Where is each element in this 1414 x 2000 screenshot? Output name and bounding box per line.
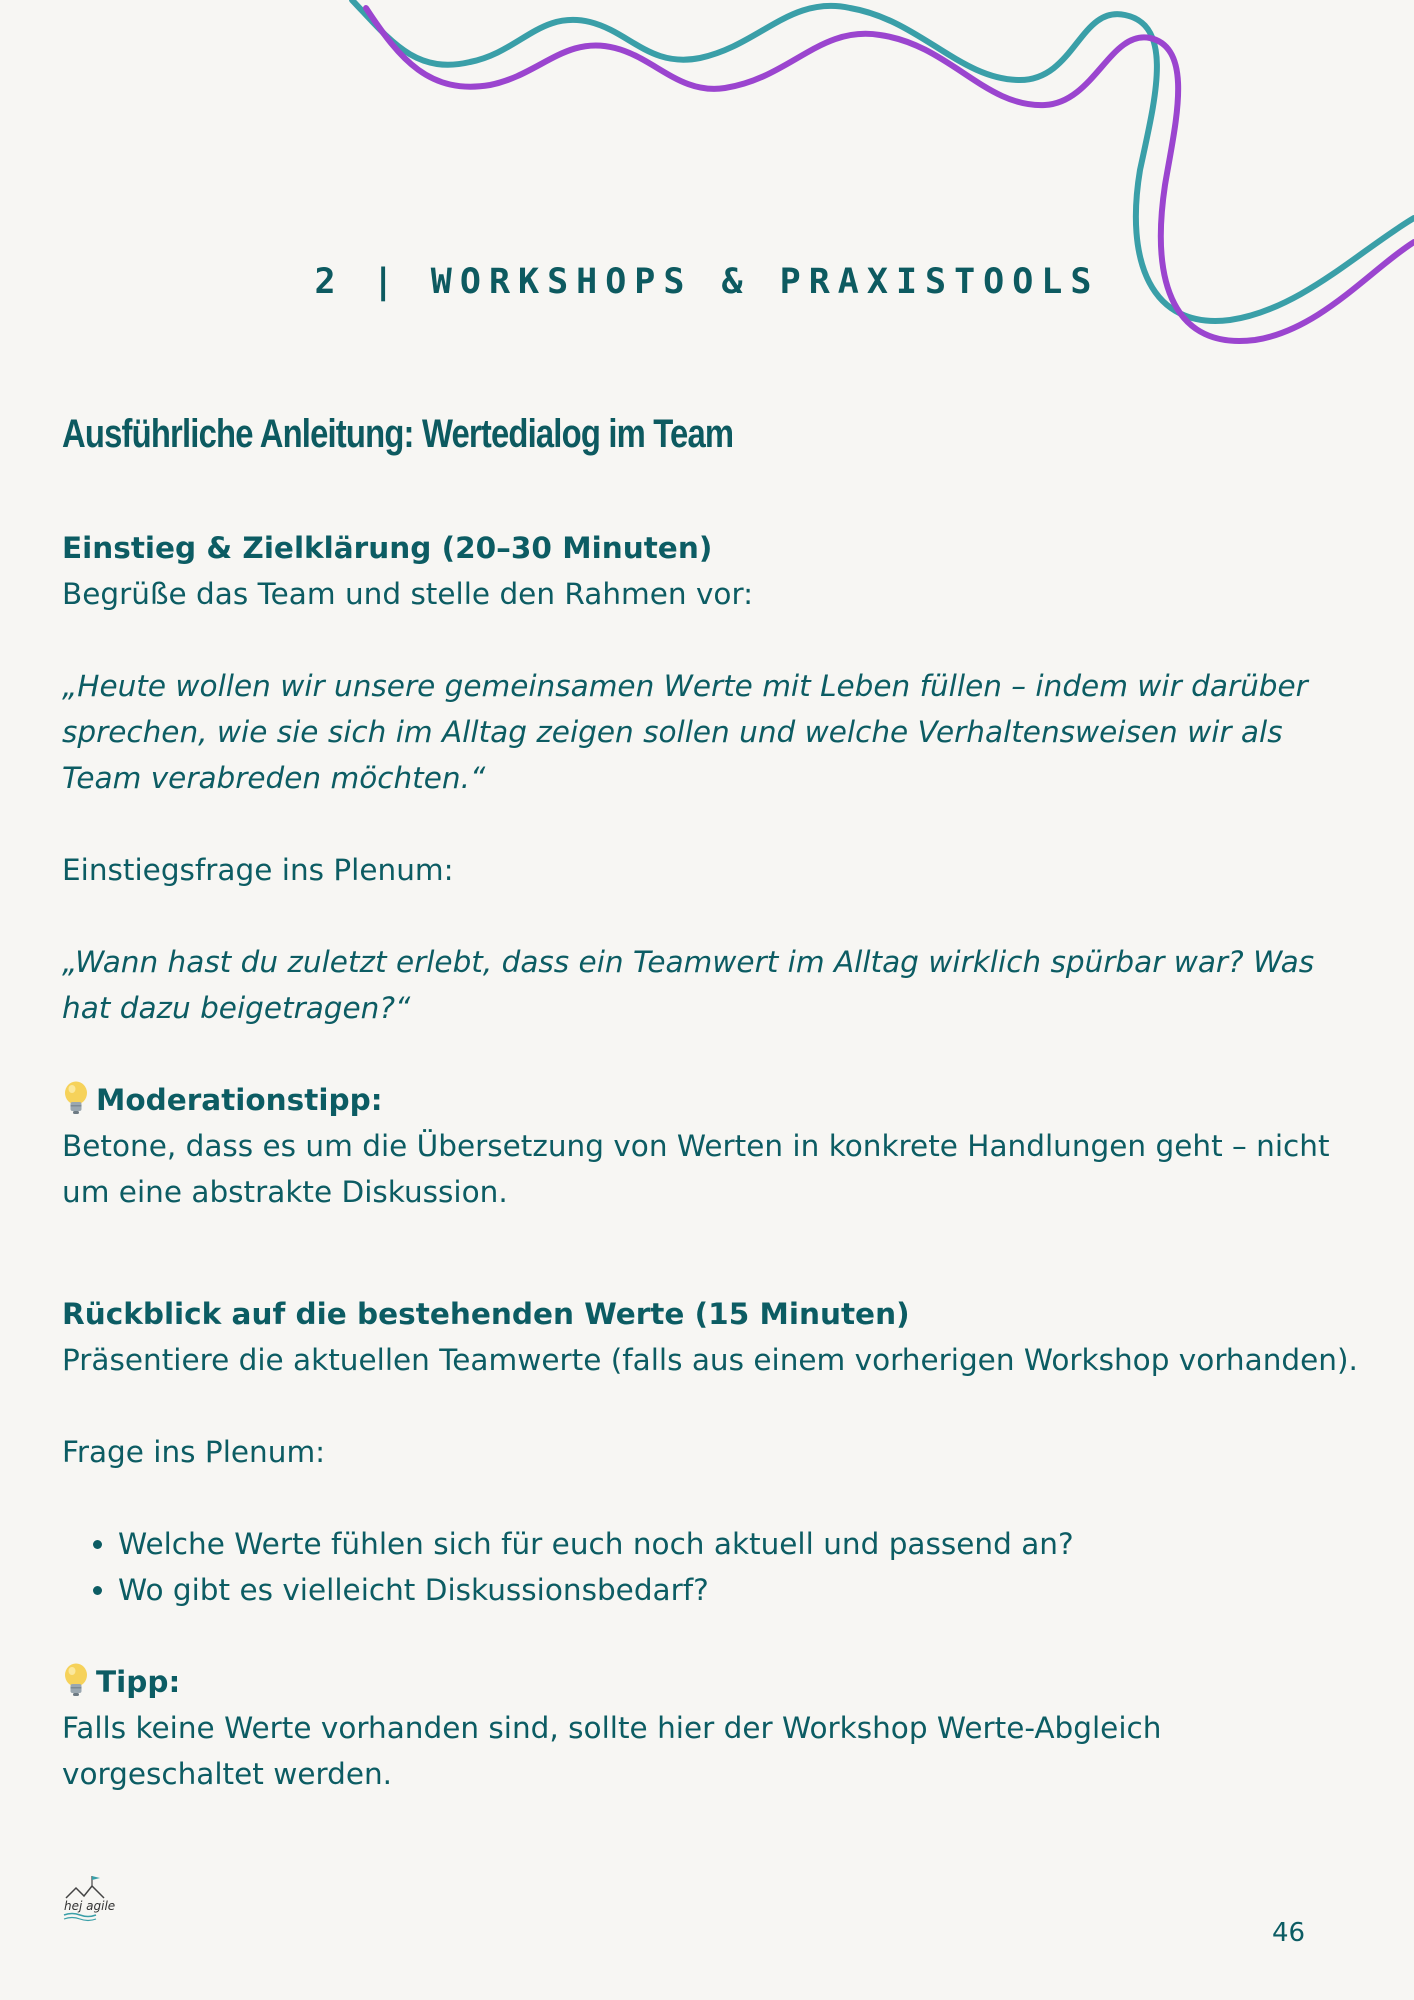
list-item: • Wo gibt es vielleicht Diskussionsbedarf? <box>118 1567 1362 1613</box>
tip-label: Moderationstipp: <box>96 1083 383 1117</box>
section-title: 2 | WORKSHOPS & PRAXISTOOLS <box>314 262 1100 302</box>
quote-text: „Wann hast du zuletzt erlebt, dass ein Teamwert im Alltag wirklich spürbar war? Was hat dazu beigetragen?“ <box>62 945 1315 1025</box>
section-heading-rueckblick: Rückblick auf die bestehenden Werte (15 Minuten) <box>62 1297 910 1331</box>
intro-text: Begrüße das Team und stelle den Rahmen vor: <box>62 577 754 611</box>
question-label: Einstiegsfrage ins Plenum: <box>62 853 454 887</box>
lightbulb-icon <box>62 1662 90 1698</box>
logo-text: hej agile <box>64 1899 116 1913</box>
house-logo-icon <box>66 1886 104 1898</box>
question-label: Frage ins Plenum: <box>62 1435 326 1469</box>
page-number: 46 <box>1272 1918 1306 1948</box>
hej-agile-logo <box>60 1872 120 1922</box>
intro-text: Präsentiere die aktuellen Teamwerte (falls aus einem vorherigen Workshop vorhanden). <box>62 1343 1358 1377</box>
question-list <box>62 1521 1362 1613</box>
tip-heading <box>62 1659 1362 1705</box>
list-item: • Welche Werte fühlen sich für euch noch aktuell und passend an? <box>118 1521 1362 1567</box>
tip-label: Tipp: <box>96 1665 181 1699</box>
tip-text: Betone, dass es um die Übersetzung von Werten in konkrete Handlungen geht – nicht um eine abstrakte Diskussion. <box>62 1129 1330 1209</box>
lightbulb-icon <box>62 1080 90 1116</box>
content-body <box>62 525 1362 1797</box>
tip-heading <box>62 1077 1362 1123</box>
tip-text: Falls keine Werte vorhanden sind, sollte hier der Workshop Werte-Abgleich vorgeschaltet werden. <box>62 1711 1162 1791</box>
page-heading: Ausführliche Anleitung: Wertedialog im Team <box>62 412 734 456</box>
section-heading-einstieg: Einstieg & Zielklärung (20–30 Minuten) <box>62 531 713 565</box>
wave-decoration <box>0 0 1414 360</box>
quote-text: „Heute wollen wir unsere gemeinsamen Werte mit Leben füllen – indem wir darüber sprechen, wie sie sich im Alltag zeigen sollen und welche Verhaltensweisen wir als Team verabreden möchten.“ <box>62 669 1308 795</box>
